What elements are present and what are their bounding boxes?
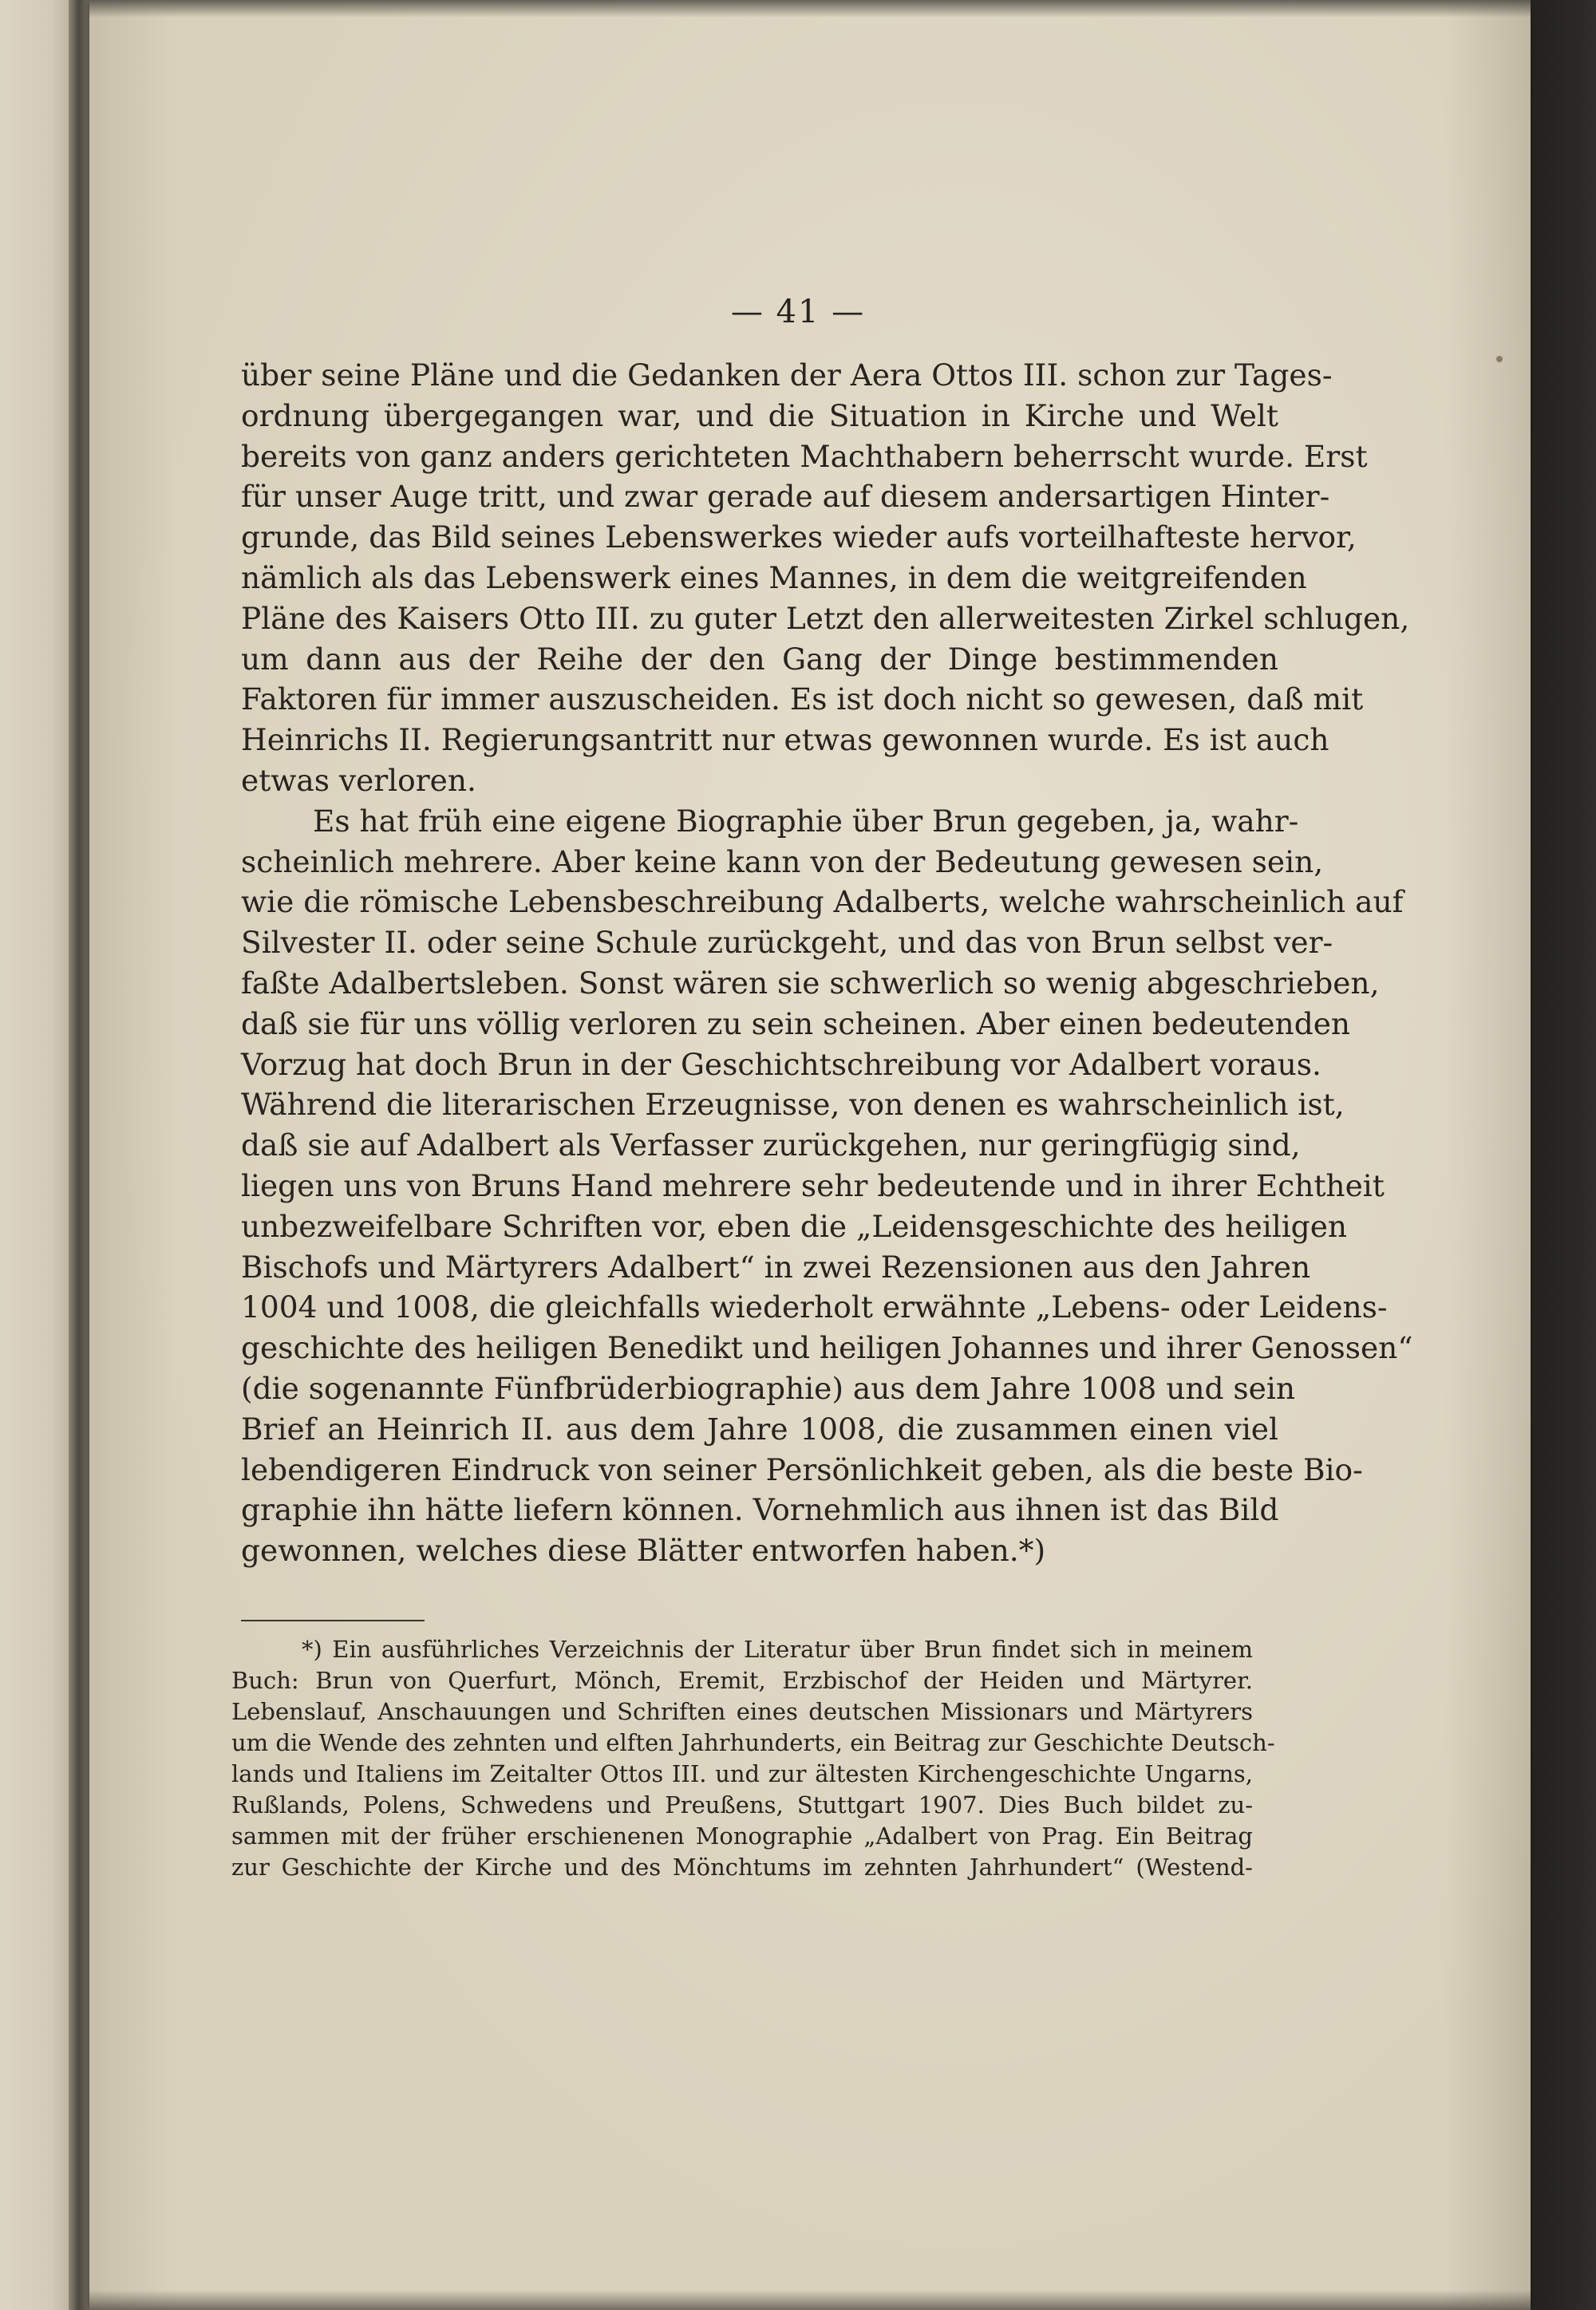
footnote-line: lands und Italiens im Zeitalter Ottos III. und zur ältesten Kirchengeschichte Ungarns, (231, 1760, 1253, 1787)
body-line: (die sogenannte Fünfbrüderbiographie) aus dem Jahre 1008 und sein (241, 1370, 1296, 1406)
body-line: über seine Pläne und die Gedanken der Aera Ottos III. schon zur Tages- (241, 357, 1333, 393)
footnote-line: Buch: Brun von Querfurt, Mönch, Eremit, Erzbischof der Heiden und Märtyrer. (231, 1667, 1253, 1694)
facing-page-edge (0, 0, 73, 2310)
body-line: Silvester II. oder seine Schule zurückgeht, und das von Brun selbst ver- (241, 925, 1333, 961)
body-line: scheinlich mehrere. Aber keine kann von der Bedeutung gewesen sein, (241, 843, 1324, 879)
body-line: Heinrichs II. Regierungsantritt nur etwas gewonnen wurde. Es ist auch (241, 722, 1329, 758)
footnote-rule (241, 1620, 425, 1621)
body-line: grunde, das Bild seines Lebenswerkes wieder aufs vorteilhafteste hervor, (241, 519, 1357, 555)
body-line: Es hat früh eine eigene Biographie über Brun gegeben, ja, wahr- (313, 803, 1299, 839)
body-line: Vorzug hat doch Brun in der Geschichtschreibung vor Adalbert voraus. (241, 1046, 1321, 1082)
body-line: um dann aus der Reihe der den Gang der Dinge bestimmenden (241, 641, 1278, 677)
body-line: Bischofs und Märtyrers Adalbert“ in zwei Rezensionen aus den Jahren (241, 1249, 1311, 1285)
page-bottom-shadow (89, 2290, 1531, 2310)
book-gutter (69, 0, 91, 2310)
body-line: wie die römische Lebensbeschreibung Adalberts, welche wahrscheinlich auf (241, 884, 1404, 920)
body-line: geschichte des heiligen Benedikt und heiligen Johannes und ihrer Genossen“ (241, 1330, 1413, 1366)
body-line: faßte Adalbertsleben. Sonst wären sie schwerlich so wenig abgeschrieben, (241, 965, 1380, 1001)
body-text (241, 355, 1413, 1571)
body-line: daß sie auf Adalbert als Verfasser zurückgehen, nur geringfügig sind, (241, 1127, 1301, 1163)
footnote-line: Rußlands, Polens, Schwedens und Preußens, Stuttgart 1907. Dies Buch bildet zu- (231, 1791, 1253, 1818)
body-line: für unser Auge tritt, und zwar gerade auf diesem andersartigen Hinter- (241, 479, 1330, 515)
body-line: etwas verloren. (241, 762, 476, 798)
ink-dot-mark (1496, 356, 1503, 362)
body-line: Brief an Heinrich II. aus dem Jahre 1008, die zusammen einen viel (241, 1411, 1278, 1447)
body-line: gewonnen, welches diese Blätter entworfen haben.*) (241, 1533, 1046, 1569)
footnote-line: Lebenslauf, Anschauungen und Schriften eines deutschen Missionars und Märtyrers (231, 1698, 1253, 1725)
footnote (231, 1634, 1275, 1883)
footnote-line: um die Wende des zehnten und elften Jahrhunderts, ein Beitrag zur Geschichte Deutsch- (231, 1729, 1275, 1756)
page-top-shadow (89, 0, 1531, 18)
body-line: lebendigeren Eindruck von seiner Persönlichkeit geben, als die beste Bio- (241, 1451, 1363, 1487)
body-line: Pläne des Kaisers Otto III. zu guter Letzt den allerweitesten Zirkel schlugen, (241, 600, 1410, 636)
body-line: ordnung übergegangen war, und die Situation in Kirche und Welt (241, 397, 1278, 433)
body-line: 1004 und 1008, die gleichfalls wiederholt erwähnte „Lebens- oder Leidens- (241, 1289, 1388, 1325)
body-line: Faktoren für immer auszuscheiden. Es ist doch nicht so gewesen, daß mit (241, 681, 1364, 717)
body-line: unbezweifelbare Schriften vor, eben die „Leidensgeschichte des heiligen (241, 1208, 1348, 1244)
body-line: nämlich als das Lebenswerk eines Mannes, in dem die weitgreifenden (241, 559, 1307, 595)
body-line: Während die literarischen Erzeugnisse, von denen es wahrscheinlich ist, (241, 1087, 1345, 1123)
body-line: liegen uns von Bruns Hand mehrere sehr bedeutende und in ihrer Echtheit (241, 1167, 1385, 1203)
page-number: — 41 — (730, 294, 866, 330)
footnote-line: *) Ein ausführliches Verzeichnis der Literatur über Brun findet sich in meinem (302, 1636, 1253, 1663)
body-line: graphie ihn hätte liefern können. Vornehmlich aus ihnen ist das Bild (241, 1492, 1279, 1528)
body-line: daß sie für uns völlig verloren zu sein scheinen. Aber einen bedeutenden (241, 1005, 1351, 1041)
footnote-line: sammen mit der früher erschienenen Monographie „Adalbert von Prag. Ein Beitrag (231, 1822, 1253, 1850)
footnote-line: zur Geschichte der Kirche und des Mönchtums im zehnten Jahrhundert“ (Westend- (231, 1854, 1253, 1881)
body-line: bereits von ganz anders gerichteten Machthabern beherrscht wurde. Erst (241, 438, 1368, 474)
